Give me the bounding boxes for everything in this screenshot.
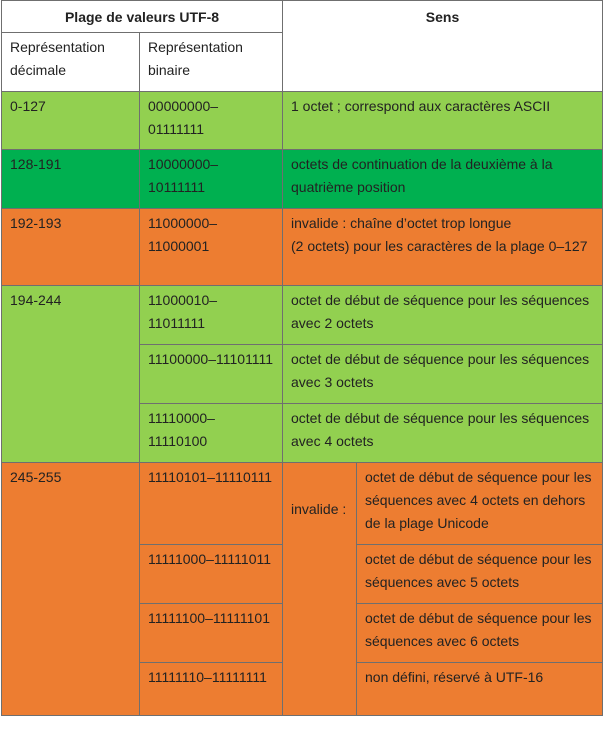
binary-cell: 11000000–11000001 xyxy=(140,209,283,286)
binary-cell: 11111000–11111011 xyxy=(140,545,283,604)
meaning-cell: octet de début de séquence pour les séquences avec 2 octets xyxy=(283,286,603,345)
table-row xyxy=(2,209,603,286)
meaning-cell: non défini, réservé à UTF-16 xyxy=(357,663,603,716)
binary-cell: 11110000–11110100 xyxy=(140,404,283,463)
meaning-cell: octet de début de séquence pour les séquences avec 6 octets xyxy=(357,604,603,663)
binary-cell: 11111110–11111111 xyxy=(140,663,283,716)
binary-cell: 10000000–10111111 xyxy=(140,150,283,209)
binary-cell: 11100000–11101111 xyxy=(140,345,283,404)
table-row xyxy=(2,92,603,150)
binary-cell: 00000000–01111111 xyxy=(140,92,283,150)
decimal-cell: 128-191 xyxy=(2,150,140,209)
table-row xyxy=(2,150,603,209)
meaning-cell: 1 octet ; correspond aux caractères ASCII xyxy=(283,92,603,150)
meaning-cell xyxy=(283,209,603,286)
meaning-cell: octet de début de séquence pour les séquences avec 4 octets en dehors de la plage Unicode xyxy=(357,463,603,545)
decimal-cell: 245-255 xyxy=(2,463,140,716)
binary-cell: 11111100–11111101 xyxy=(140,604,283,663)
utf8-ranges-table xyxy=(1,0,603,716)
meaning-cell: octet de début de séquence pour les séquences avec 5 octets xyxy=(357,545,603,604)
table-row xyxy=(2,463,603,545)
meaning-cell: octet de début de séquence pour les séquences avec 3 octets xyxy=(283,345,603,404)
meaning-header: Sens xyxy=(283,1,603,92)
decimal-cell: 0-127 xyxy=(2,92,140,150)
meaning-cell: octet de début de séquence pour les séquences avec 4 octets xyxy=(283,404,603,463)
binary-cell: 11110101–11110111 xyxy=(140,463,283,545)
meaning-cell: octets de continuation de la deuxième à la quatrième position xyxy=(283,150,603,209)
binary-header: Représentation binaire xyxy=(140,33,283,92)
meaning-line: invalide : chaîne d’octet trop longue xyxy=(291,215,512,231)
invalid-label: invalide : xyxy=(283,463,357,716)
binary-cell: 11000010–11011111 xyxy=(140,286,283,345)
meaning-line: (2 octets) pour les caractères de la plage 0–127 xyxy=(291,238,588,254)
decimal-cell: 192-193 xyxy=(2,209,140,286)
range-header: Plage de valeurs UTF-8 xyxy=(2,1,283,33)
decimal-header: Représentation décimale xyxy=(2,33,140,92)
table-row xyxy=(2,286,603,345)
decimal-cell: 194-244 xyxy=(2,286,140,463)
